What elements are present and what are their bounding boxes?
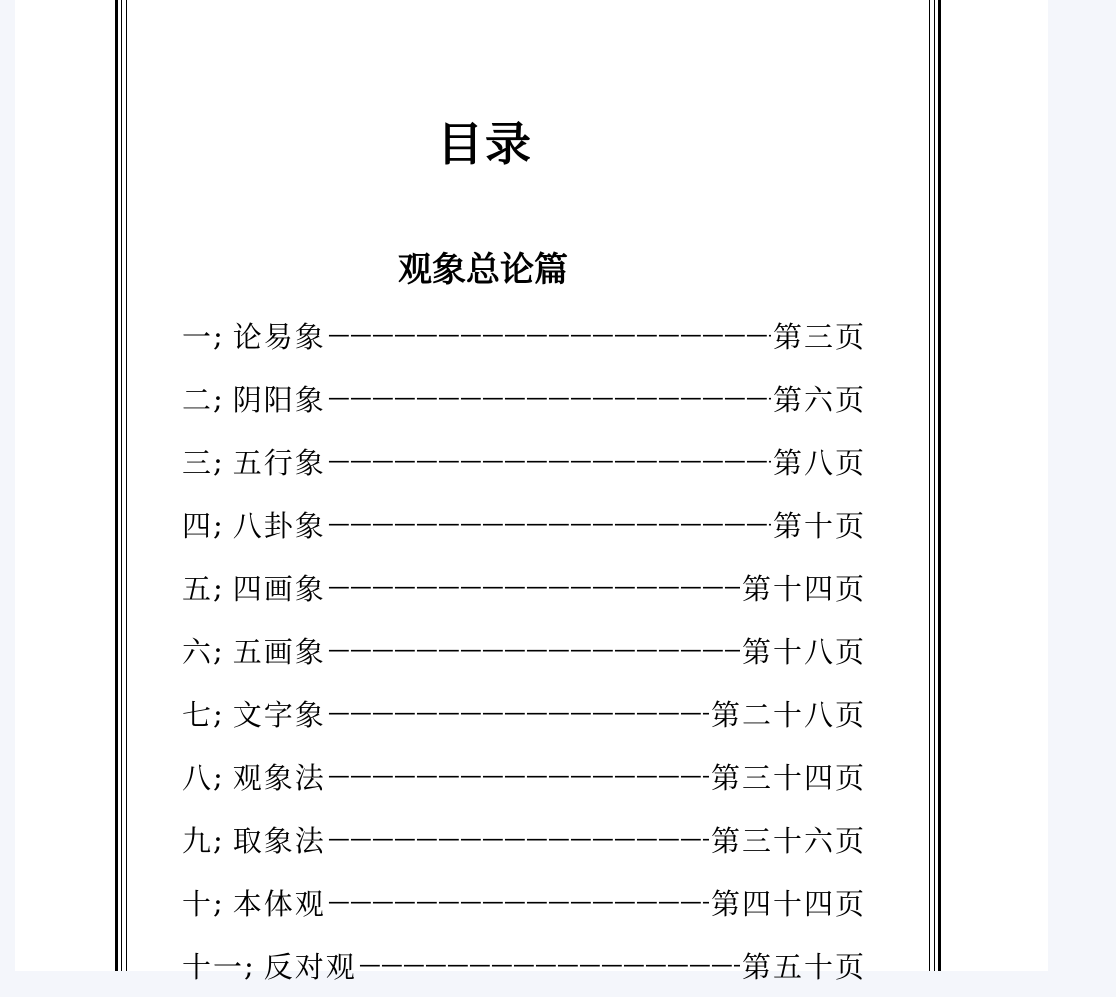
toc-entry-number: 七 xyxy=(182,698,214,732)
toc-entry-page: 第三十四页 xyxy=(710,761,866,795)
toc-entry-number: 八 xyxy=(182,761,214,795)
table-of-contents xyxy=(182,304,866,997)
toc-entry-title: 论易象 xyxy=(232,320,326,354)
toc-entry xyxy=(182,619,866,682)
toc-leader-line xyxy=(359,955,740,977)
toc-entry xyxy=(182,934,866,997)
toc-leader-line xyxy=(328,703,709,725)
toc-entry-separator: ; xyxy=(213,444,223,479)
toc-entry-title: 八卦象 xyxy=(232,509,326,543)
toc-entry-page: 第三页 xyxy=(772,320,866,354)
toc-entry-separator: ; xyxy=(213,633,223,668)
toc-entry-title: 四画象 xyxy=(232,572,326,606)
toc-entry-title: 观象法 xyxy=(232,761,326,795)
toc-entry-title: 文字象 xyxy=(232,698,326,732)
toc-entry-page: 第三十六页 xyxy=(710,824,866,858)
toc-entry-number: 十 xyxy=(182,887,214,921)
toc-leader-line xyxy=(328,577,740,599)
toc-entry-page: 第二十八页 xyxy=(710,698,866,732)
toc-entry xyxy=(182,556,866,619)
toc-entry-separator: ; xyxy=(213,822,223,857)
toc-entry-title: 五行象 xyxy=(232,446,326,480)
toc-entry-title: 取象法 xyxy=(232,824,326,858)
toc-entry-number: 一 xyxy=(182,320,214,354)
toc-entry xyxy=(182,304,866,367)
toc-entry-separator: ; xyxy=(213,696,223,731)
toc-entry-page: 第五十页 xyxy=(741,950,866,984)
toc-leader-line xyxy=(328,892,709,914)
toc-entry-number: 六 xyxy=(182,635,214,669)
toc-entry-page: 第十页 xyxy=(772,509,866,543)
toc-entry-separator: ; xyxy=(213,759,223,794)
toc-entry-separator: ; xyxy=(213,885,223,920)
toc-entry-separator: ; xyxy=(213,318,223,353)
toc-entry-separator: ; xyxy=(213,381,223,416)
toc-leader-line xyxy=(328,829,709,851)
toc-entry-title: 反对观 xyxy=(263,950,357,984)
toc-leader-line xyxy=(328,514,771,536)
toc-entry xyxy=(182,367,866,430)
toc-entry-page: 第八页 xyxy=(772,446,866,480)
toc-entry-page: 第十八页 xyxy=(741,635,866,669)
toc-leader-line xyxy=(328,388,771,410)
toc-entry-page: 第四十四页 xyxy=(710,887,866,921)
toc-entry xyxy=(182,430,866,493)
toc-leader-line xyxy=(328,640,740,662)
toc-entry-page: 第十四页 xyxy=(741,572,866,606)
toc-entry-page: 第六页 xyxy=(772,383,866,417)
toc-entry-separator: ; xyxy=(213,570,223,605)
toc-entry xyxy=(182,745,866,808)
toc-entry-title: 本体观 xyxy=(232,887,326,921)
toc-entry xyxy=(182,682,866,745)
toc-entry-title: 阴阳象 xyxy=(232,383,326,417)
toc-entry xyxy=(182,493,866,556)
toc-entry-number: 二 xyxy=(182,383,214,417)
toc-entry-number: 九 xyxy=(182,824,214,858)
toc-entry-number: 三 xyxy=(182,446,214,480)
toc-entry-number: 十一 xyxy=(182,950,245,984)
page-title: 目录 xyxy=(437,117,533,171)
toc-entry-separator: ; xyxy=(213,507,223,542)
toc-entry xyxy=(182,871,866,934)
toc-entry-title: 五画象 xyxy=(232,635,326,669)
toc-leader-line xyxy=(328,451,771,473)
section-title: 观象总论篇 xyxy=(398,250,568,290)
toc-entry-number: 五 xyxy=(182,572,214,606)
toc-leader-line xyxy=(328,766,709,788)
toc-entry xyxy=(182,808,866,871)
toc-entry-number: 四 xyxy=(182,509,214,543)
toc-leader-line xyxy=(328,325,771,347)
toc-entry-separator: ; xyxy=(244,948,254,983)
